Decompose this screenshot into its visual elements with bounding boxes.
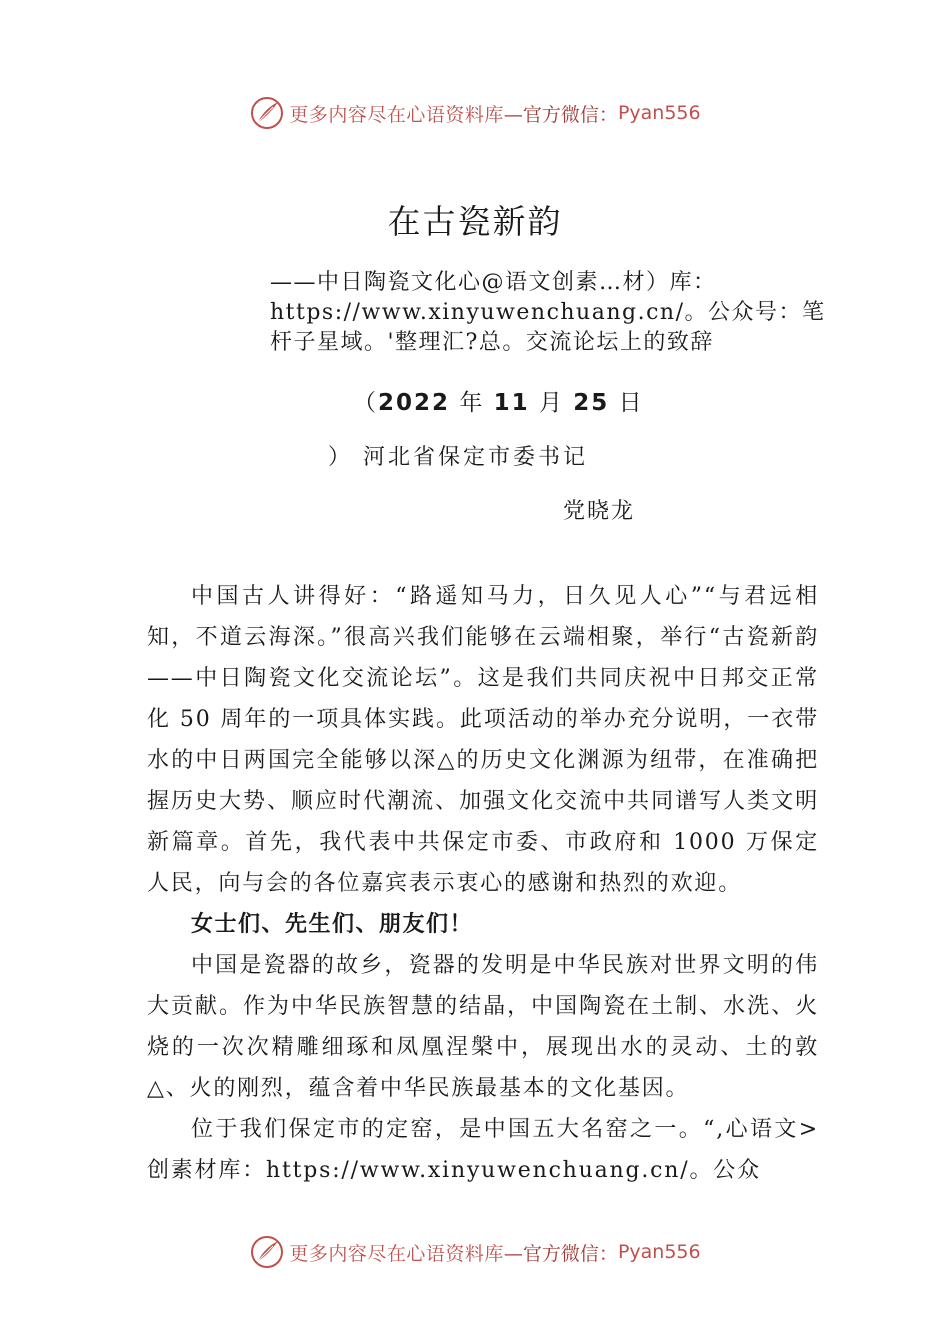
date-day: 25 [573, 390, 610, 416]
header-banner [0, 93, 950, 133]
date-open: （ [353, 390, 378, 416]
date-month-unit: 月 [529, 390, 574, 416]
banner-separator: —官方微信： [503, 1242, 618, 1265]
date-day-unit: 日 [609, 390, 644, 416]
speaker-name: 党晓龙 [563, 499, 636, 524]
document-title: 在古瓷新韵 [387, 202, 563, 241]
feather-pen-logo-icon [249, 95, 285, 131]
banner-separator: —官方微信： [503, 103, 618, 126]
speech-body [147, 576, 819, 1191]
paragraph: 位于我们保定市的定窑，是中国五大名窑之一。“,心语文>创素材库：https://www.xinyuwenchuang.cn/。公众 [147, 1117, 819, 1183]
banner-wechat-id: Pyan556 [617, 102, 701, 124]
speaker-title: ） 河北省保定市委书记 [328, 445, 588, 470]
date-year-unit: 年 [450, 390, 494, 416]
feather-pen-logo-icon [249, 1234, 285, 1270]
greeting-paragraph: 女士们、先生们、朋友们！ [191, 911, 474, 937]
banner-text: 更多内容尽在心语资料库 [289, 1242, 504, 1265]
banner-wechat-id: Pyan556 [617, 1241, 701, 1263]
document-subtitle: ——中日陶瓷文化心@语文创素…材）库：https://www.xinyuwenchuang.cn/。公众号：笔杆子星域。'整理汇?总。交流论坛上的致辞 [270, 270, 826, 355]
date-month: 11 [493, 390, 530, 416]
banner-text: 更多内容尽在心语资料库 [289, 103, 504, 126]
date-year: 2022 [378, 390, 451, 416]
paragraph: 中国是瓷器的故乡，瓷器的发明是中华民族对世界文明的伟大贡献。作为中华民族智慧的结晶，中国陶瓷在土制、水洗、火烧的一次次精雕细琢和凤凰涅槃中，展现出水的灵动、土的敦△、火的刚烈，蕴含着中华民族最基本的文化基因。 [147, 953, 819, 1101]
paragraph: 中国古人讲得好：“路遥知马力，日久见人心”“与君远相知，不道云海深。”很高兴我们能够在云端相聚，举行“古瓷新韵——中日陶瓷文化交流论坛”。这是我们共同庆祝中日邦交正常化 50 周年的一项具体实践。此项活动的举办充分说明，一衣带水的中日两国完全能够以深△的历史文化渊源为纽带，在准确把握历史大势、顺应时代潮流、加强文化交流中共同谱写人类文明新篇章。首先，我代表中共保定市委、市政府和 1000 万保定人民，向与会的各位嘉宾表示衷心的感谢和热烈的欢迎。 [147, 584, 819, 896]
footer-banner [0, 1232, 950, 1272]
speech-date [353, 384, 644, 417]
